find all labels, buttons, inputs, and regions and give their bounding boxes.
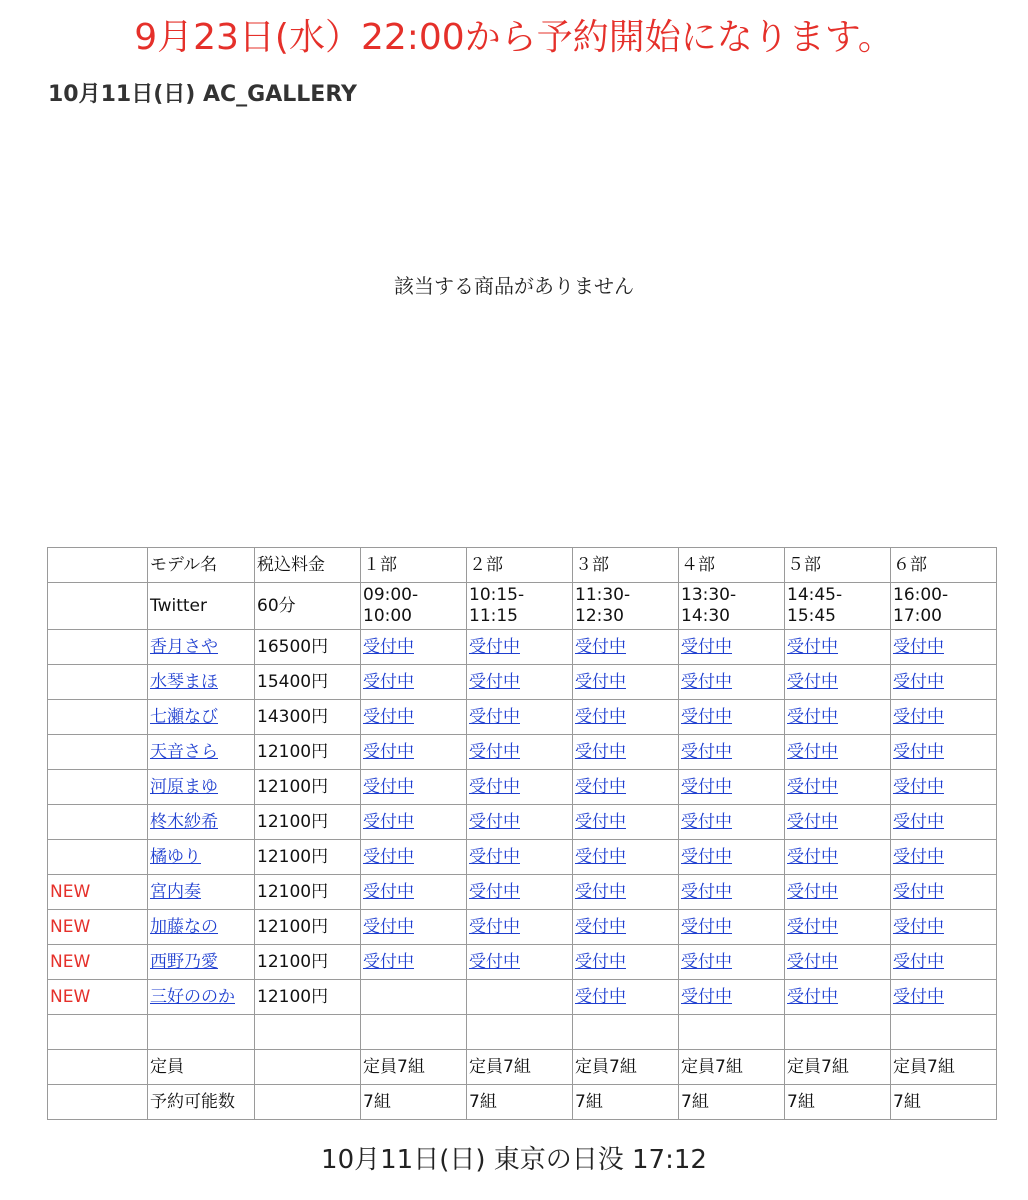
model-name-cell [148, 770, 255, 805]
model-name-cell [148, 630, 255, 665]
subheader-duration: 60分 [255, 583, 361, 630]
reserve-slot-link[interactable]: 受付中 [363, 637, 414, 657]
reserve-slot-link[interactable]: 受付中 [575, 637, 626, 657]
model-row [48, 980, 997, 1015]
capacity-label: 定員 [148, 1050, 255, 1085]
available-value: 7組 [467, 1085, 573, 1120]
header-part-2: ２部 [467, 548, 573, 583]
slot-cell [679, 700, 785, 735]
reserve-slot-link[interactable]: 受付中 [893, 987, 944, 1007]
model-row [48, 805, 997, 840]
reserve-slot-link[interactable]: 受付中 [893, 742, 944, 762]
reserve-slot-link[interactable]: 受付中 [681, 777, 732, 797]
slot-cell [785, 945, 891, 980]
model-name-cell [148, 700, 255, 735]
reserve-slot-link[interactable]: 受付中 [787, 952, 838, 972]
available-label: 予約可能数 [148, 1085, 255, 1120]
time-slot-2: 10:15-11:15 [467, 583, 573, 630]
available-value: 7組 [785, 1085, 891, 1120]
slot-cell [573, 910, 679, 945]
slot-cell [785, 665, 891, 700]
reserve-slot-link[interactable]: 受付中 [893, 777, 944, 797]
model-name-link[interactable]: 七瀬なび [150, 707, 218, 727]
time-slot-4: 13:30-14:30 [679, 583, 785, 630]
model-name-cell [148, 665, 255, 700]
time-slot-3: 11:30-12:30 [573, 583, 679, 630]
slot-cell [573, 875, 679, 910]
reserve-slot-link[interactable]: 受付中 [681, 952, 732, 972]
reserve-slot-link[interactable]: 受付中 [469, 672, 520, 692]
blank-cell [148, 1015, 255, 1050]
slot-cell [467, 980, 573, 1015]
model-row [48, 770, 997, 805]
price-cell: 12100円 [255, 770, 361, 805]
reserve-slot-link[interactable]: 受付中 [787, 637, 838, 657]
slot-cell [785, 770, 891, 805]
model-name-link[interactable]: 加藤なの [150, 917, 218, 937]
available-value: 7組 [679, 1085, 785, 1120]
new-badge: NEW [50, 917, 91, 937]
slot-cell [891, 735, 997, 770]
time-slot-1: 09:00-10:00 [361, 583, 467, 630]
reserve-slot-link[interactable]: 受付中 [893, 882, 944, 902]
slot-cell [679, 735, 785, 770]
reserve-slot-link[interactable]: 受付中 [575, 742, 626, 762]
new-flag-cell [48, 945, 148, 980]
slot-cell [679, 665, 785, 700]
slot-cell [467, 945, 573, 980]
slot-cell [679, 840, 785, 875]
slot-cell [891, 630, 997, 665]
reserve-slot-link[interactable]: 受付中 [469, 777, 520, 797]
model-name-link[interactable]: 香月さや [150, 637, 218, 657]
reserve-slot-link[interactable]: 受付中 [681, 742, 732, 762]
reserve-slot-link[interactable]: 受付中 [681, 917, 732, 937]
reserve-slot-link[interactable]: 受付中 [575, 917, 626, 937]
slot-cell [467, 840, 573, 875]
reserve-slot-link[interactable]: 受付中 [681, 987, 732, 1007]
schedule-subheader-row [48, 583, 997, 630]
slot-cell [361, 770, 467, 805]
capacity-price-cell [255, 1050, 361, 1085]
model-name-cell [148, 945, 255, 980]
reserve-slot-link[interactable]: 受付中 [575, 847, 626, 867]
slot-cell [785, 735, 891, 770]
slot-cell [785, 910, 891, 945]
model-row [48, 945, 997, 980]
schedule-table [47, 547, 997, 1120]
model-name-link[interactable]: 宮内奏 [150, 882, 201, 902]
slot-cell [785, 805, 891, 840]
model-row [48, 630, 997, 665]
reserve-slot-link[interactable]: 受付中 [469, 637, 520, 657]
slot-cell [785, 875, 891, 910]
blank-cell [891, 1015, 997, 1050]
slot-cell [679, 770, 785, 805]
reserve-slot-link[interactable]: 受付中 [363, 952, 414, 972]
slot-cell [467, 875, 573, 910]
blank-cell [785, 1015, 891, 1050]
slot-cell [891, 980, 997, 1015]
blank-cell [679, 1015, 785, 1050]
reserve-slot-link[interactable]: 受付中 [363, 777, 414, 797]
new-flag-cell [48, 700, 148, 735]
reserve-slot-link[interactable]: 受付中 [787, 707, 838, 727]
reserve-slot-link[interactable]: 受付中 [575, 987, 626, 1007]
reserve-slot-link[interactable]: 受付中 [681, 812, 732, 832]
reserve-slot-link[interactable]: 受付中 [681, 847, 732, 867]
model-name-cell [148, 910, 255, 945]
reserve-slot-link[interactable]: 受付中 [787, 812, 838, 832]
slot-cell [679, 945, 785, 980]
time-slot-5: 14:45-15:45 [785, 583, 891, 630]
reserve-slot-link[interactable]: 受付中 [469, 882, 520, 902]
model-row [48, 840, 997, 875]
slot-cell [467, 700, 573, 735]
new-flag-cell [48, 770, 148, 805]
slot-cell [573, 840, 679, 875]
reserve-slot-link[interactable]: 受付中 [893, 952, 944, 972]
reserve-slot-link[interactable]: 受付中 [575, 952, 626, 972]
model-name-link[interactable]: 西野乃愛 [150, 952, 218, 972]
new-flag-cell [48, 840, 148, 875]
reserve-slot-link[interactable]: 受付中 [681, 637, 732, 657]
available-row [48, 1085, 997, 1120]
reserve-slot-link[interactable]: 受付中 [893, 812, 944, 832]
slot-cell [891, 875, 997, 910]
model-row [48, 735, 997, 770]
reserve-slot-link[interactable]: 受付中 [575, 672, 626, 692]
slot-cell [573, 700, 679, 735]
model-name-link[interactable]: 天音さら [150, 742, 218, 762]
slot-cell [891, 700, 997, 735]
slot-cell [467, 630, 573, 665]
slot-cell [467, 910, 573, 945]
new-flag-cell [48, 665, 148, 700]
blank-cell [255, 1015, 361, 1050]
model-row [48, 665, 997, 700]
slot-cell [891, 770, 997, 805]
reserve-slot-link[interactable]: 受付中 [469, 917, 520, 937]
reserve-slot-link[interactable]: 受付中 [469, 707, 520, 727]
reserve-slot-link[interactable]: 受付中 [363, 707, 414, 727]
reserve-slot-link[interactable]: 受付中 [363, 882, 414, 902]
available-price-cell [255, 1085, 361, 1120]
slot-cell [573, 805, 679, 840]
available-flag-cell [48, 1085, 148, 1120]
sunset-info: 10月11日(日) 東京の日没 17:12 [321, 1145, 707, 1175]
slot-cell [573, 630, 679, 665]
slot-cell [573, 735, 679, 770]
slot-cell [785, 840, 891, 875]
slot-cell [679, 875, 785, 910]
reserve-slot-link[interactable]: 受付中 [575, 882, 626, 902]
reserve-slot-link[interactable]: 受付中 [893, 707, 944, 727]
slot-cell [785, 700, 891, 735]
time-slot-6: 16:00-17:00 [891, 583, 997, 630]
reserve-slot-link[interactable]: 受付中 [469, 742, 520, 762]
reserve-slot-link[interactable]: 受付中 [681, 672, 732, 692]
no-products-message: 該当する商品がありません [394, 274, 634, 298]
slot-cell [361, 630, 467, 665]
new-badge: NEW [50, 987, 91, 1007]
price-cell: 12100円 [255, 875, 361, 910]
slot-cell [785, 980, 891, 1015]
slot-cell [573, 980, 679, 1015]
price-cell: 12100円 [255, 980, 361, 1015]
reserve-slot-link[interactable]: 受付中 [893, 637, 944, 657]
reserve-slot-link[interactable]: 受付中 [575, 707, 626, 727]
blank-row [48, 1015, 997, 1050]
reserve-slot-link[interactable]: 受付中 [893, 847, 944, 867]
reserve-slot-link[interactable]: 受付中 [787, 917, 838, 937]
reserve-slot-link[interactable]: 受付中 [787, 777, 838, 797]
reserve-slot-link[interactable]: 受付中 [787, 847, 838, 867]
slot-cell [573, 770, 679, 805]
capacity-value: 定員7組 [679, 1050, 785, 1085]
reserve-slot-link[interactable]: 受付中 [363, 917, 414, 937]
model-name-link[interactable]: 橘ゆり [150, 847, 201, 867]
available-value: 7組 [361, 1085, 467, 1120]
new-badge: NEW [50, 882, 91, 902]
model-name-cell [148, 805, 255, 840]
available-value: 7組 [891, 1085, 997, 1120]
capacity-value: 定員7組 [573, 1050, 679, 1085]
slot-cell [891, 840, 997, 875]
header-part-3: ３部 [573, 548, 679, 583]
slot-cell [467, 805, 573, 840]
slot-cell [679, 805, 785, 840]
reserve-slot-link[interactable]: 受付中 [893, 917, 944, 937]
event-title: 10月11日(日) AC_GALLERY [48, 82, 357, 107]
slot-cell [891, 910, 997, 945]
reserve-slot-link[interactable]: 受付中 [787, 672, 838, 692]
model-name-cell [148, 980, 255, 1015]
new-flag-cell [48, 910, 148, 945]
capacity-row [48, 1050, 997, 1085]
slot-cell [785, 630, 891, 665]
available-value: 7組 [573, 1085, 679, 1120]
capacity-value: 定員7組 [785, 1050, 891, 1085]
slot-cell [467, 735, 573, 770]
reserve-slot-link[interactable]: 受付中 [469, 952, 520, 972]
reserve-slot-link[interactable]: 受付中 [575, 777, 626, 797]
slot-cell [891, 805, 997, 840]
new-flag-cell [48, 980, 148, 1015]
subheader-twitter: Twitter [148, 583, 255, 630]
model-name-cell [148, 840, 255, 875]
slot-cell [361, 735, 467, 770]
price-cell: 12100円 [255, 945, 361, 980]
model-name-link[interactable]: 柊木紗希 [150, 812, 218, 832]
slot-cell [361, 875, 467, 910]
slot-cell [361, 945, 467, 980]
reserve-slot-link[interactable]: 受付中 [363, 672, 414, 692]
slot-cell [361, 910, 467, 945]
reserve-slot-link[interactable]: 受付中 [681, 882, 732, 902]
capacity-value: 定員7組 [891, 1050, 997, 1085]
slot-cell [573, 945, 679, 980]
price-cell: 16500円 [255, 630, 361, 665]
slot-cell [891, 665, 997, 700]
reserve-slot-link[interactable]: 受付中 [893, 672, 944, 692]
blank-cell [361, 1015, 467, 1050]
new-flag-cell [48, 875, 148, 910]
header-part-4: ４部 [679, 548, 785, 583]
slot-cell [573, 665, 679, 700]
model-name-cell [148, 875, 255, 910]
slot-cell [679, 980, 785, 1015]
slot-cell [679, 910, 785, 945]
price-cell: 12100円 [255, 805, 361, 840]
capacity-flag-cell [48, 1050, 148, 1085]
slot-cell [891, 945, 997, 980]
reserve-slot-link[interactable]: 受付中 [681, 707, 732, 727]
header-part-5: ５部 [785, 548, 891, 583]
reserve-slot-link[interactable]: 受付中 [363, 847, 414, 867]
reserve-slot-link[interactable]: 受付中 [787, 742, 838, 762]
new-badge: NEW [50, 952, 91, 972]
price-cell: 12100円 [255, 840, 361, 875]
price-cell: 12100円 [255, 735, 361, 770]
reserve-slot-link[interactable]: 受付中 [469, 812, 520, 832]
slot-cell [361, 980, 467, 1015]
new-flag-cell [48, 735, 148, 770]
header-price: 税込料金 [255, 548, 361, 583]
slot-cell [361, 840, 467, 875]
new-flag-cell [48, 805, 148, 840]
slot-cell [361, 665, 467, 700]
model-row [48, 875, 997, 910]
header-flag-cell [48, 548, 148, 583]
price-cell: 14300円 [255, 700, 361, 735]
reserve-slot-link[interactable]: 受付中 [787, 882, 838, 902]
blank-cell [467, 1015, 573, 1050]
model-name-cell [148, 735, 255, 770]
reserve-slot-link[interactable]: 受付中 [575, 812, 626, 832]
reserve-slot-link[interactable]: 受付中 [787, 987, 838, 1007]
model-name-link[interactable]: 河原まゆ [150, 777, 218, 797]
header-model-name: モデル名 [148, 548, 255, 583]
slot-cell [361, 805, 467, 840]
capacity-value: 定員7組 [361, 1050, 467, 1085]
reserve-slot-link[interactable]: 受付中 [469, 847, 520, 867]
slot-cell [679, 630, 785, 665]
reserve-slot-link[interactable]: 受付中 [363, 742, 414, 762]
header-part-6: ６部 [891, 548, 997, 583]
slot-cell [361, 700, 467, 735]
model-row [48, 910, 997, 945]
slot-cell [467, 770, 573, 805]
reservation-start-notice: 9月23日(水）22:00から予約開始になります。 [134, 17, 894, 58]
header-part-1: １部 [361, 548, 467, 583]
blank-cell [48, 1015, 148, 1050]
blank-cell [573, 1015, 679, 1050]
slot-cell [467, 665, 573, 700]
model-row [48, 700, 997, 735]
price-cell: 15400円 [255, 665, 361, 700]
capacity-value: 定員7組 [467, 1050, 573, 1085]
schedule-header-row [48, 548, 997, 583]
price-cell: 12100円 [255, 910, 361, 945]
subheader-flag-cell [48, 583, 148, 630]
reserve-slot-link[interactable]: 受付中 [363, 812, 414, 832]
model-name-link[interactable]: 水琴まほ [150, 672, 218, 692]
new-flag-cell [48, 630, 148, 665]
model-name-link[interactable]: 三好ののか [150, 987, 235, 1007]
